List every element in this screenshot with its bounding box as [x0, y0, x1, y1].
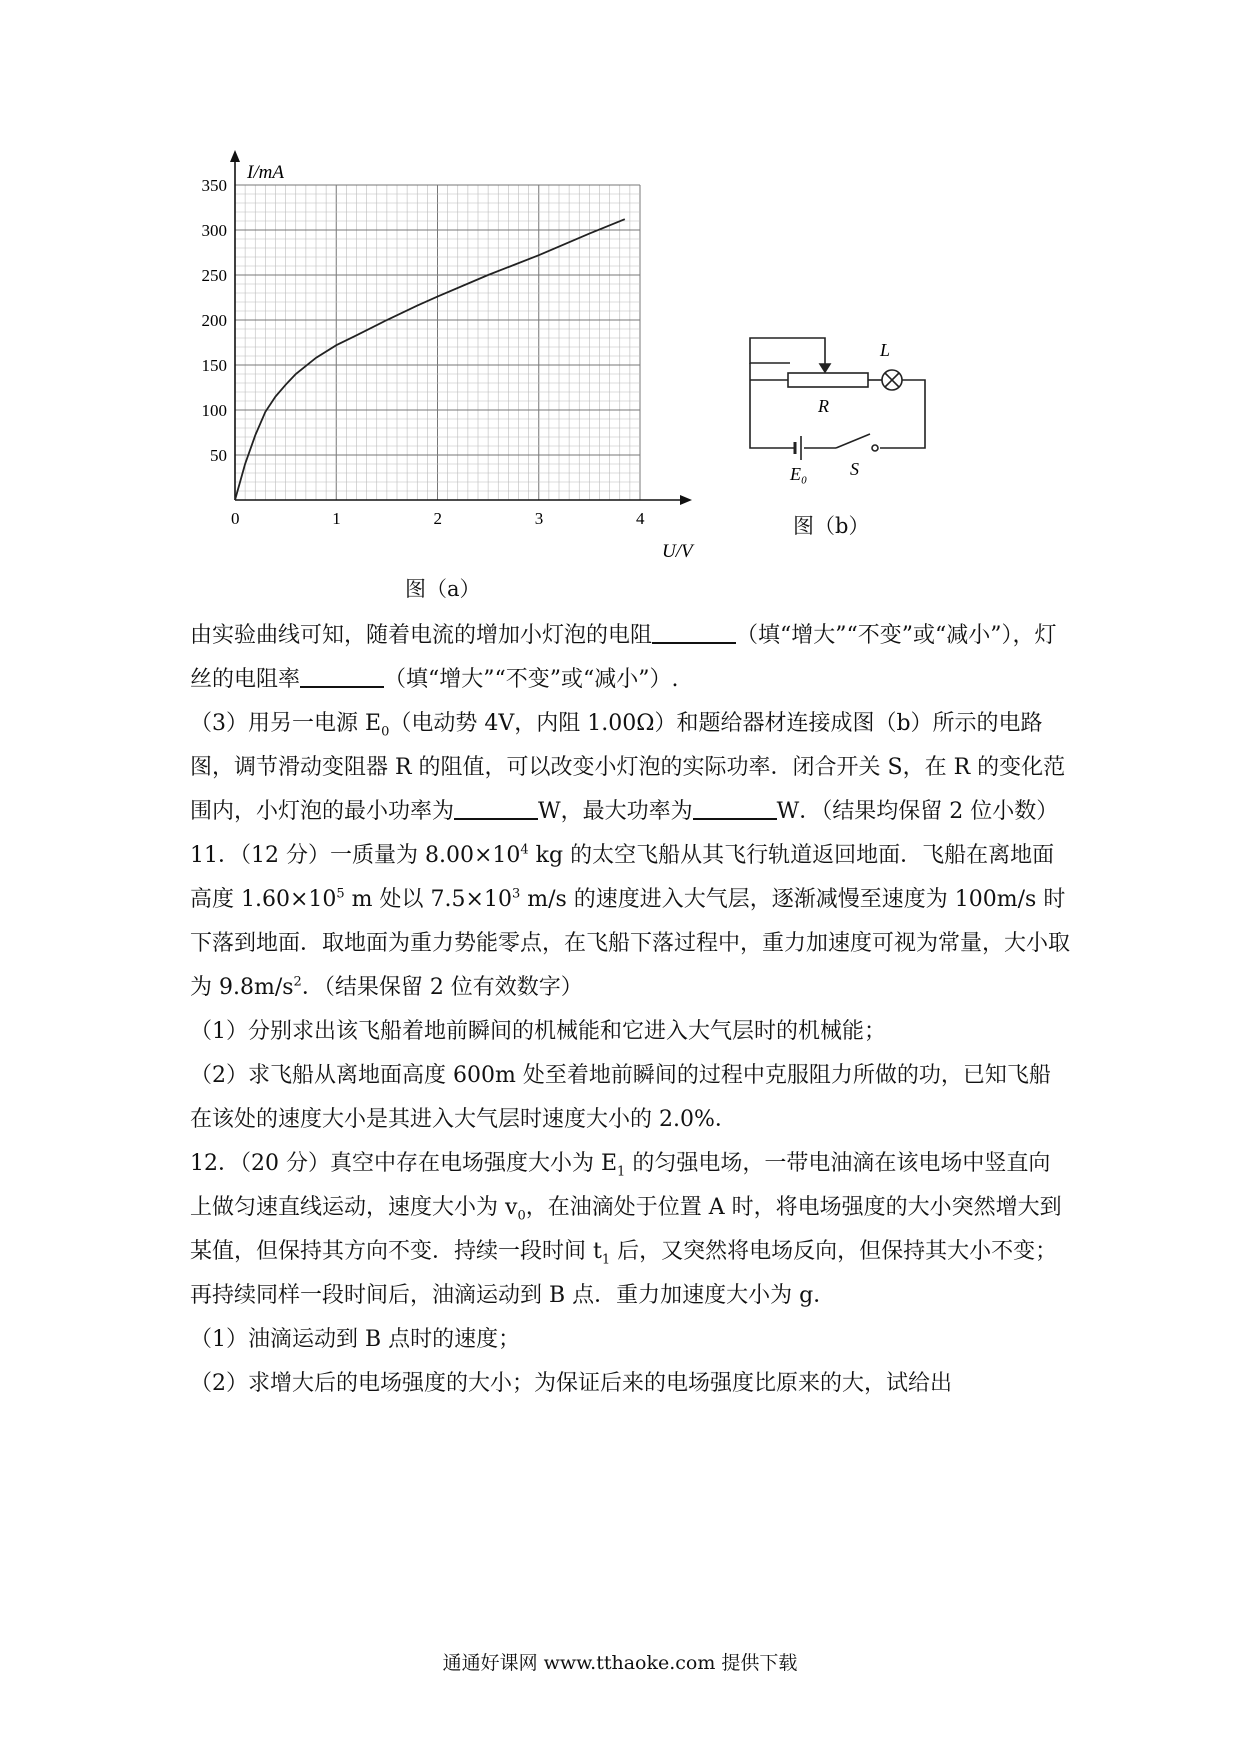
label-E0: E₀	[790, 464, 808, 484]
iu-curve	[235, 219, 625, 500]
q12-sub3: 1	[601, 1252, 611, 1268]
answer-blank-resistivity	[300, 664, 384, 688]
p1-text-a: 由实验曲线可知，随着电流的增加小灯泡的电阻	[190, 623, 653, 648]
x-axis-arrow	[680, 495, 692, 505]
label-L: L	[880, 340, 891, 360]
switch-contact	[872, 445, 878, 451]
p2-sub: 0	[381, 724, 390, 740]
q11-sup2: 5	[336, 886, 345, 902]
q11-text-a: 11．（12 分）一质量为 8.00×10	[190, 843, 521, 868]
y-tick-label: 100	[201, 401, 227, 420]
y-axis-arrow	[230, 150, 240, 162]
x-tick-label: 1	[332, 509, 341, 528]
wire-top	[750, 338, 825, 368]
y-tick-label: 350	[201, 176, 227, 195]
y-tick-label: 200	[201, 311, 227, 330]
p2-text-d: W．（结果均保留 2 位小数）	[776, 799, 1059, 824]
paragraph-curve-conclusion	[190, 614, 1070, 702]
y-tick-label: 250	[201, 266, 227, 285]
question-12	[190, 1142, 1070, 1318]
q12-text-b: 的匀强电场，一带电油滴在该电场中竖直向上做匀速直线运动，速度大小为 v	[190, 1151, 1051, 1220]
switch-blade	[836, 434, 870, 448]
p2-text-b: （电动势 4V，内阻 1.00Ω）和题给器材连接成图（b）所示的电路图，调节滑动变阻器 R 的阻值，可以改变小灯泡的实际功率．闭合开关 S，在 R 的变化范围内，小灯泡的最小功率为	[190, 711, 1066, 824]
x-tick-label: 4	[636, 509, 645, 528]
q12-text-d: 后，又突然将电场反向，但保持其大小不变；再持续同样一段时间后，油滴运动到 B 点．重力加速度大小为 g．	[190, 1239, 1058, 1308]
paragraph-part3	[190, 702, 1070, 834]
question-11-part1: （1）分别求出该飞船着地前瞬间的机械能和它进入大气层时的机械能；	[190, 1019, 886, 1044]
p2-text-a: （3）用另一电源 E	[190, 711, 382, 736]
label-S: S	[850, 459, 859, 479]
iu-chart	[200, 150, 720, 570]
answer-blank-min-power	[454, 796, 538, 820]
q12-text-a: 12．（20 分）真空中存在电场强度大小为 E	[190, 1151, 618, 1176]
label-R: R	[818, 396, 829, 416]
page-footer: 通通好课网 www.tthaoke.com 提供下载	[442, 1652, 798, 1674]
chart-ticks	[202, 176, 646, 528]
question-12-part1: （1）油滴运动到 B 点时的速度；	[190, 1327, 521, 1352]
q12-sub2: 0	[517, 1208, 526, 1224]
x-tick-label: 0	[231, 509, 240, 528]
q11-text-d: m/s 的速度进入大气层，逐渐减慢至速度为 100m/s 时下落到地面．取地面为重力势能零点，在飞船下落过程中，重力加速度可视为常量，大小取为 9.8m/s	[190, 887, 1071, 1000]
circuit-diagram	[740, 330, 940, 490]
y-tick-label: 150	[201, 356, 227, 375]
q11-sup1: 4	[520, 842, 529, 858]
question-11	[190, 834, 1070, 1010]
figure-a-caption: 图（a）	[405, 577, 481, 601]
q11-text-b: kg 的太空飞船从其飞行轨道返回地面．飞船在离地面高度 1.60×10	[190, 843, 1055, 912]
question-body	[190, 614, 1070, 1406]
y-axis-label: I/mA	[247, 162, 284, 183]
q11-sup3: 3	[511, 886, 521, 902]
answer-blank-max-power	[693, 796, 777, 820]
x-tick-label: 2	[433, 509, 442, 528]
p1-text-c: （填“增大”“不变”或“减小”）.	[384, 667, 679, 692]
q11-text-e: ．（结果保留 2 位有效数字）	[301, 975, 583, 1000]
chart-grid	[235, 185, 640, 500]
resistor	[788, 373, 868, 387]
p1-text-b: （填“增大”“不变”或“减小”），灯丝的电阻率	[190, 623, 1057, 692]
p2-text-c: W，最大功率为	[538, 799, 693, 824]
y-tick-label: 50	[210, 446, 227, 465]
question-11-part2: （2）求飞船从离地面高度 600m 处至着地前瞬间的过程中克服阻力所做的功，已知飞船在该处的速度大小是其进入大气层时速度大小的 2.0%．	[190, 1063, 1051, 1132]
answer-blank-resistance	[652, 620, 736, 644]
q12-text-c: ，在油滴处于位置 A 时，将电场强度的大小突然增大到某值，但保持其方向不变．持续一段时间 t	[190, 1195, 1062, 1264]
q12-sub1: 1	[617, 1164, 626, 1180]
question-12-part2: （2）求增大后的电场强度的大小；为保证后来的电场强度比原来的大，试给出	[190, 1371, 952, 1396]
y-tick-label: 300	[201, 221, 227, 240]
x-axis-label: U/V	[662, 541, 693, 562]
slider-arrow	[820, 364, 830, 372]
x-tick-label: 3	[534, 509, 544, 528]
q11-text-c: m 处以 7.5×10	[344, 887, 512, 912]
q11-sup4: 2	[293, 974, 302, 990]
figure-b-caption: 图（b）	[793, 514, 870, 538]
